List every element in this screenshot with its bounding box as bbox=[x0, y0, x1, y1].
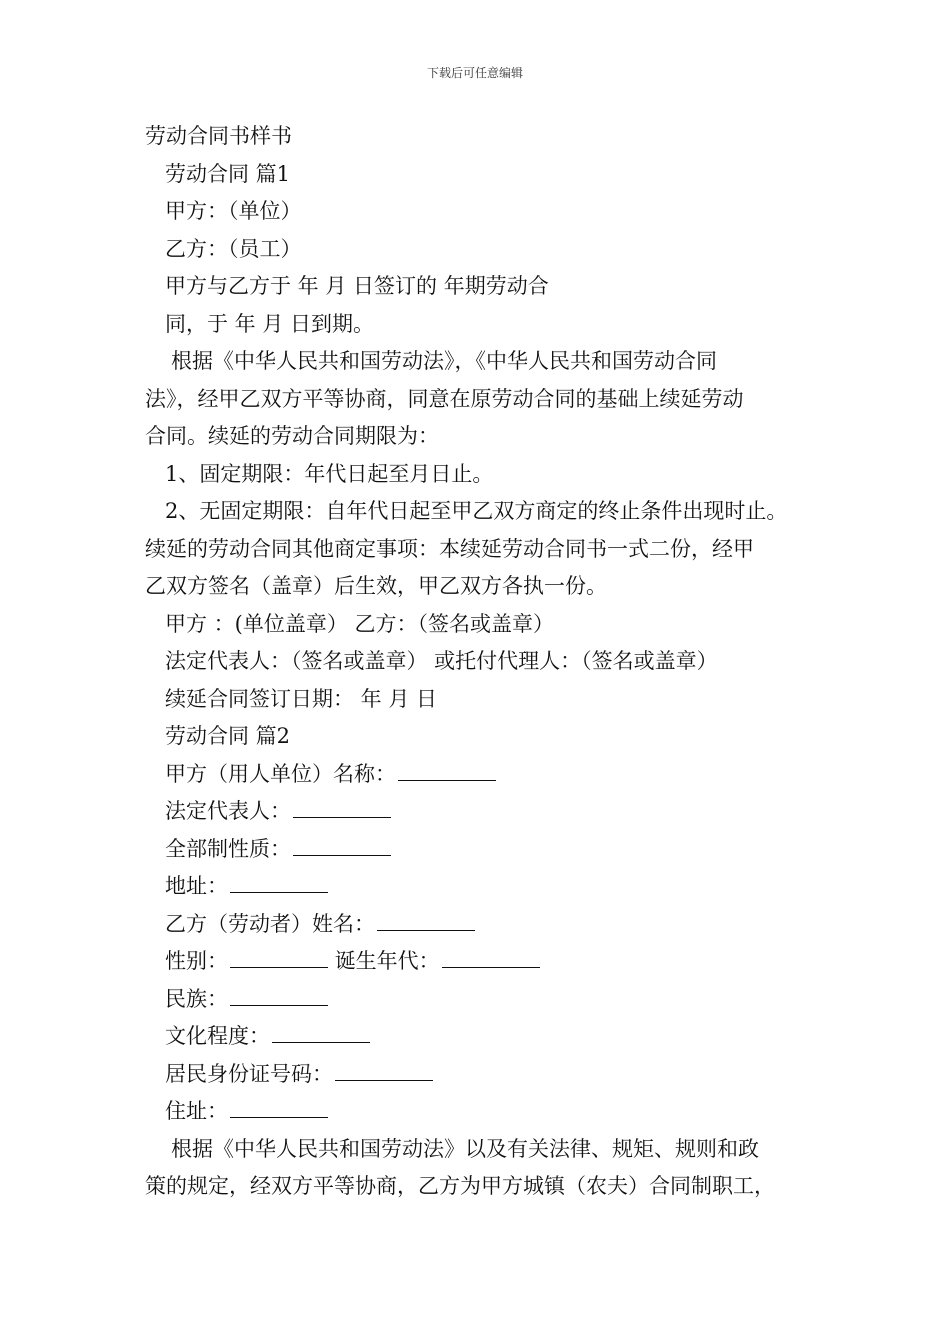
party-a-line: 甲方：（单位） bbox=[165, 199, 302, 223]
field-label: 性别： bbox=[165, 949, 228, 973]
field-ethnicity bbox=[145, 981, 835, 1019]
basis-line-1: 根据《中华人民共和国劳动法》，《中华人民共和国劳动合同 bbox=[171, 349, 717, 373]
other-terms-line-2: 乙双方签名（盖章）后生效，甲乙双方各执一份。 bbox=[145, 574, 607, 598]
field-residence bbox=[145, 1093, 835, 1131]
field-id-number bbox=[145, 1056, 835, 1094]
basis-line-2: 法》，经甲乙双方平等协商，同意在原劳动合同的基础上续延劳动 bbox=[145, 386, 744, 411]
field-label: 住址： bbox=[165, 1099, 228, 1123]
other-terms-line-1: 续延的劳动合同其他商定事项：本续延劳动合同书一式二份，经甲 bbox=[145, 536, 754, 561]
fill-in-blank bbox=[230, 870, 328, 893]
term-item-1: 1、固定期限：年代日起至月日止。 bbox=[165, 461, 494, 486]
basis2-line-1: 根据《中华人民共和国劳动法》以及有关法律、规矩、规则和政 bbox=[171, 1136, 759, 1161]
field-address bbox=[145, 868, 835, 906]
signature-representatives: 法定代表人：（签名或盖章） 或托付代理人：（签名或盖章） bbox=[165, 649, 718, 673]
signature-parties: 甲方 ：(单位盖章） 乙方：（签名或盖章） bbox=[165, 611, 555, 636]
field-label: 全部制性质： bbox=[165, 836, 291, 861]
party-b-line: 乙方：（员工） bbox=[165, 236, 302, 261]
field-employer bbox=[145, 756, 835, 794]
fill-in-blank bbox=[230, 1095, 328, 1118]
header-note: 下载后可任意编辑 bbox=[426, 66, 523, 80]
term-item-2: 2、无固定期限：自年代日起至甲乙双方商定的终止条件出现时止。 bbox=[165, 499, 788, 523]
fill-in-blank bbox=[442, 945, 540, 968]
fill-in-blank bbox=[335, 1058, 433, 1081]
field-label: 文化程度： bbox=[165, 1024, 270, 1048]
fill-in-blank bbox=[230, 945, 328, 968]
section-heading-2: 劳动合同 篇2 bbox=[165, 724, 291, 748]
doc-title: 劳动合同书样书 bbox=[145, 124, 292, 148]
field-worker-name bbox=[145, 906, 835, 944]
document-body bbox=[145, 118, 835, 1206]
intro-line-1: 甲方与乙方于 年 月 日签订的 年期劳动合 bbox=[165, 274, 549, 298]
fill-in-blank bbox=[293, 833, 391, 856]
field-legal-rep bbox=[145, 793, 835, 831]
fill-in-blank bbox=[272, 1020, 370, 1043]
field-label: 民族： bbox=[165, 986, 228, 1011]
field-label: 乙方（劳动者）姓名： bbox=[165, 911, 375, 936]
field-label: 居民身份证号码： bbox=[165, 1061, 333, 1086]
intro-line-2: 同，于 年 月 日到期。 bbox=[165, 311, 375, 336]
field-gender-birth bbox=[145, 943, 835, 981]
field-label: 法定代表人： bbox=[165, 799, 291, 823]
field-label: 地址： bbox=[165, 874, 228, 898]
fill-in-blank bbox=[230, 983, 328, 1006]
signature-date: 续延合同签订日期： 年 月 日 bbox=[165, 686, 438, 711]
basis-line-3: 合同。续延的劳动合同期限为： bbox=[145, 424, 439, 448]
section-heading-1: 劳动合同 篇1 bbox=[165, 161, 291, 186]
fill-in-blank bbox=[398, 758, 496, 781]
basis2-line-2: 策的规定，经双方平等协商，乙方为甲方城镇（农夫）合同制职工， bbox=[145, 1174, 775, 1198]
field-label: 诞生年代： bbox=[334, 949, 440, 973]
field-education bbox=[145, 1018, 835, 1056]
field-ownership bbox=[145, 831, 835, 869]
field-label: 甲方（用人单位）名称： bbox=[165, 761, 396, 786]
fill-in-blank bbox=[293, 795, 391, 818]
fill-in-blank bbox=[377, 908, 475, 931]
